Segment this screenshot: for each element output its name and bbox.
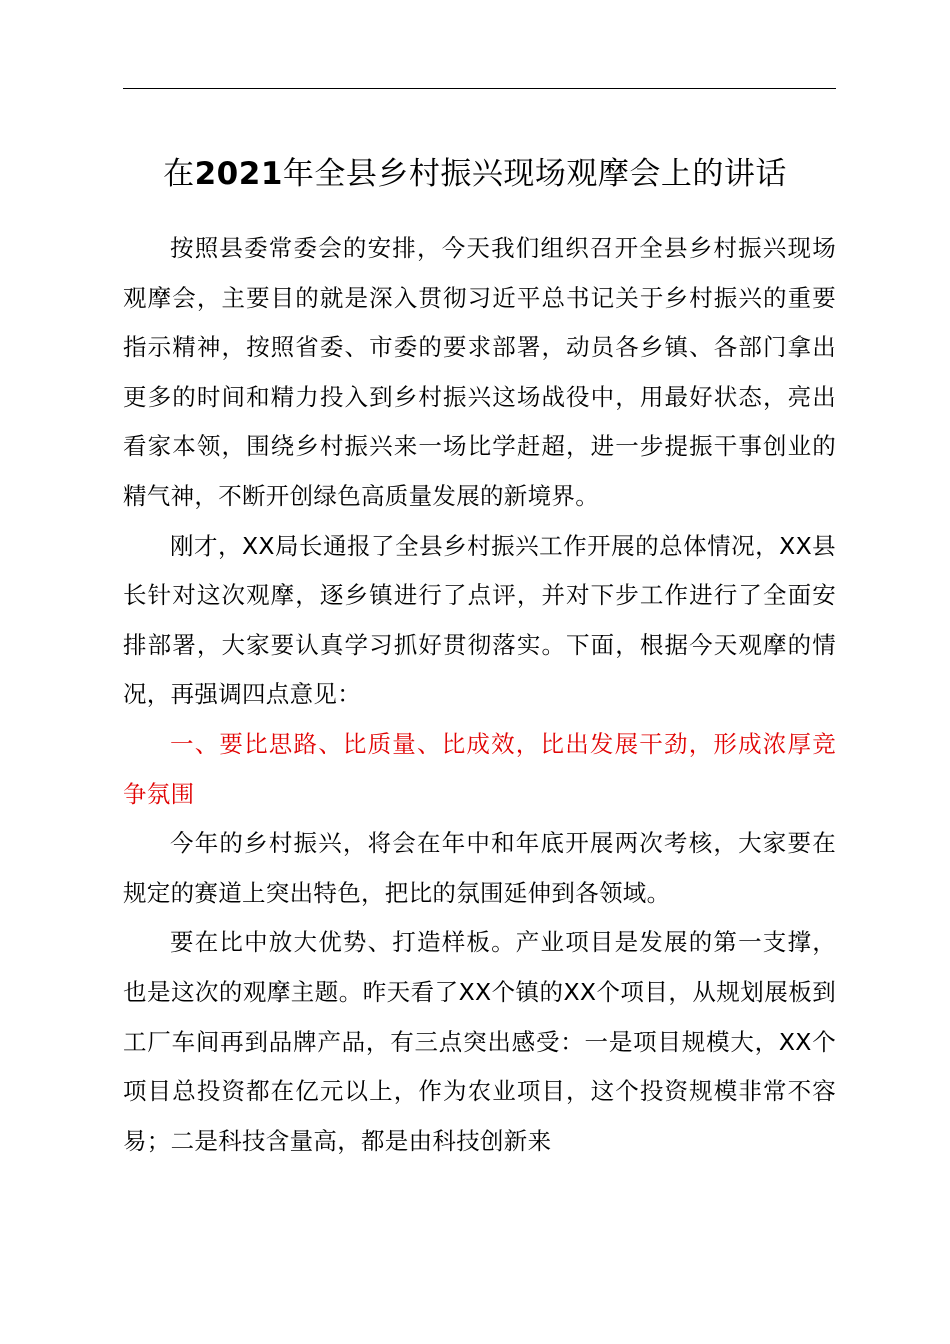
paragraph-projects: 要在比中放大优势、打造样板。产业项目是发展的第一支撑，也是这次的观摩主题。昨天看了XX个镇的XX个项目，从规划展板到工厂车间再到品牌产品，有三点突出感受：一是项目规模大，XX个项目总投资都在亿元以上，作为农业项目，这个投资规模非常不容易；二是科技含量高，都是由科技创新来: [123, 928, 836, 1155]
title-suffix: 年全县乡村振兴现场观摩会上的讲话: [282, 156, 787, 192]
document-title: [0, 150, 950, 198]
title-year: 2021: [194, 156, 283, 192]
title-prefix: 在: [163, 156, 195, 192]
section-heading-1: 一、要比思路、比质量、比成效，比出发展干劲，形成浓厚竞争氛围: [123, 729, 836, 808]
document-body: [123, 224, 836, 1166]
paragraph-assessment: 今年的乡村振兴，将会在年中和年底开展两次考核，大家要在规定的赛道上突出特色，把比的氛围延伸到各领域。: [123, 829, 836, 907]
paragraph-intro: 按照县委常委会的安排，今天我们组织召开全县乡村振兴现场观摩会，主要目的就是深入贯彻习近平总书记关于乡村振兴的重要指示精神，按照省委、市委的要求部署，动员各乡镇、各部门拿出更多的时间和精力投入到乡村振兴这场战役中，用最好状态，亮出看家本领，围绕乡村振兴来一场比学赶超，进一步提振干事创业的精气神，不断开创绿色高质量发展的新境界。: [123, 234, 836, 510]
paragraph-overview: 刚才，XX局长通报了全县乡村振兴工作开展的总体情况，XX县长针对这次观摩，逐乡镇进行了点评，并对下步工作进行了全面安排部署，大家要认真学习抓好贯彻落实。下面，根据今天观摩的情况，再强调四点意见：: [123, 531, 836, 709]
header-rule: [123, 88, 836, 89]
